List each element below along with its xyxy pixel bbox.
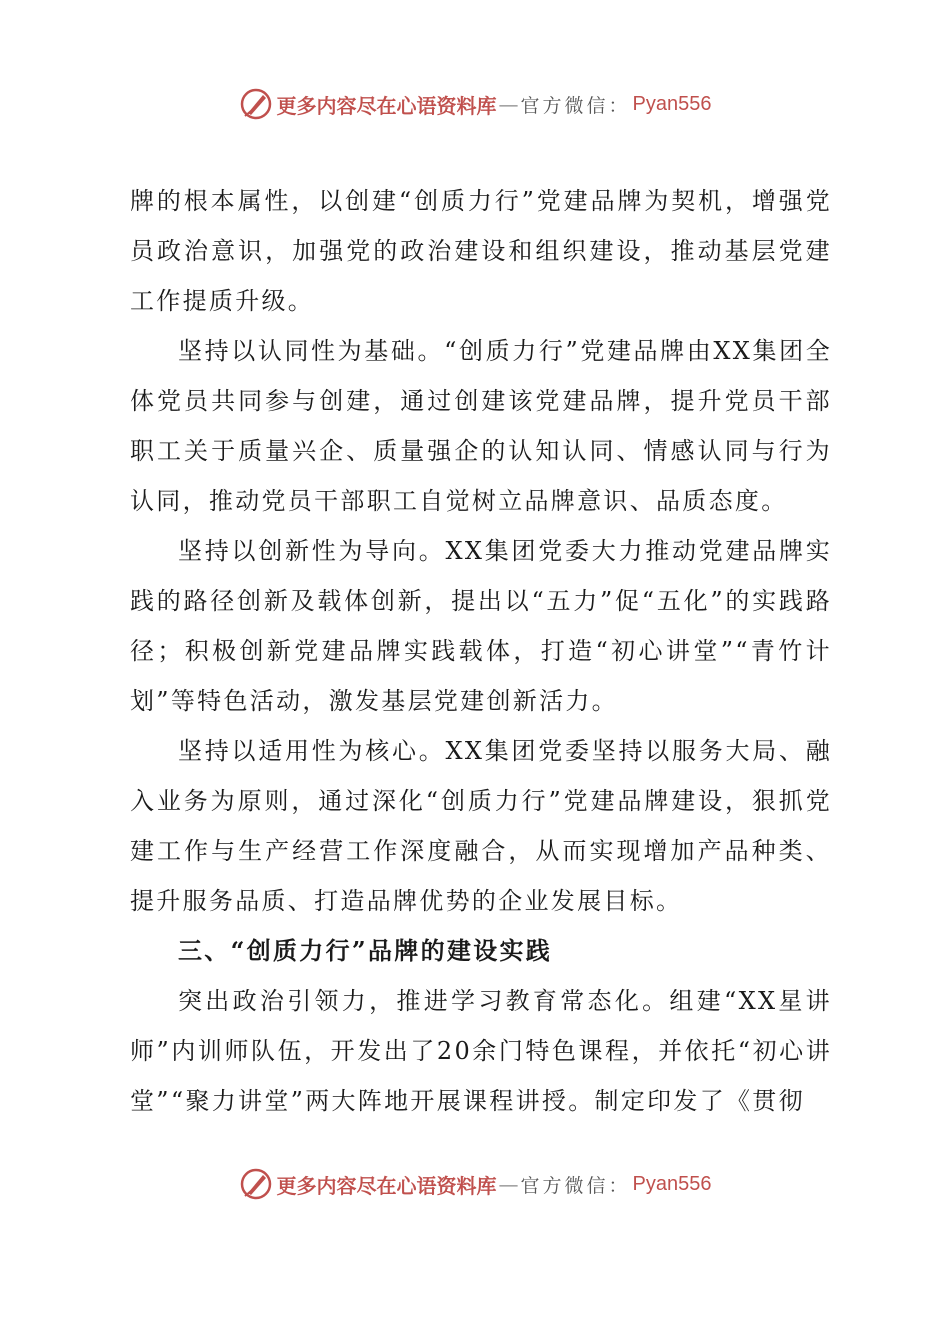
- quill-logo-icon: [239, 1167, 273, 1201]
- paragraph-4: 坚持以适用性为核心。XX集团党委坚持以服务大局、融入业务为原则，通过深化“创质力行”党建品牌建设，狠抓党建工作与生产经营工作深度融合，从而实现增加产品种类、提升服务品质、打造品牌优势的企业发展目标。: [130, 737, 832, 915]
- footer-wechat-id: Pyan556: [632, 1172, 712, 1195]
- footer-wechat-label: 官方微信：: [520, 1174, 631, 1197]
- footer-banner: [0, 1164, 950, 1204]
- footer-brand-text: 更多内容尽在心语资料库: [276, 1173, 497, 1198]
- paragraph-3: 坚持以创新性为导向。XX集团党委大力推动党建品牌实践的路径创新及载体创新，提出以“五力”促“五化”的实践路径；积极创新党建品牌实践载体，打造“初心讲堂”“青竹计划”等特色活动，激发基层党建创新活力。: [130, 537, 832, 715]
- paragraph-1: 牌的根本属性，以创建“创质力行”党建品牌为契机，增强党员政治意识，加强党的政治建设和组织建设，推动基层党建工作提质升级。: [130, 187, 832, 315]
- header-wechat-label: 官方微信：: [520, 94, 631, 117]
- paragraph-2: 坚持以认同性为基础。“创质力行”党建品牌由XX集团全体党员共同参与创建，通过创建该党建品牌，提升党员干部职工关于质量兴企、质量强企的认知认同、情感认同与行为认同，推动党员干部职工自觉树立品牌意识、品质态度。: [130, 337, 832, 515]
- paragraph-5: 突出政治引领力，推进学习教育常态化。组建“XX星讲师”内训师队伍，开发出了20余门特色课程，并依托“初心讲堂”“聚力讲堂”两大阵地开展课程讲授。制定印发了《贯彻: [130, 987, 832, 1115]
- document-body: [130, 176, 832, 1126]
- header-brand-text: 更多内容尽在心语资料库: [276, 93, 497, 118]
- header-wechat-id: Pyan556: [632, 92, 712, 115]
- section-heading: 三、“创质力行”品牌的建设实践: [178, 936, 553, 965]
- header-dash: —: [498, 92, 519, 116]
- footer-dash: —: [498, 1172, 519, 1196]
- quill-logo-icon: [239, 87, 273, 121]
- header-banner: [0, 84, 950, 124]
